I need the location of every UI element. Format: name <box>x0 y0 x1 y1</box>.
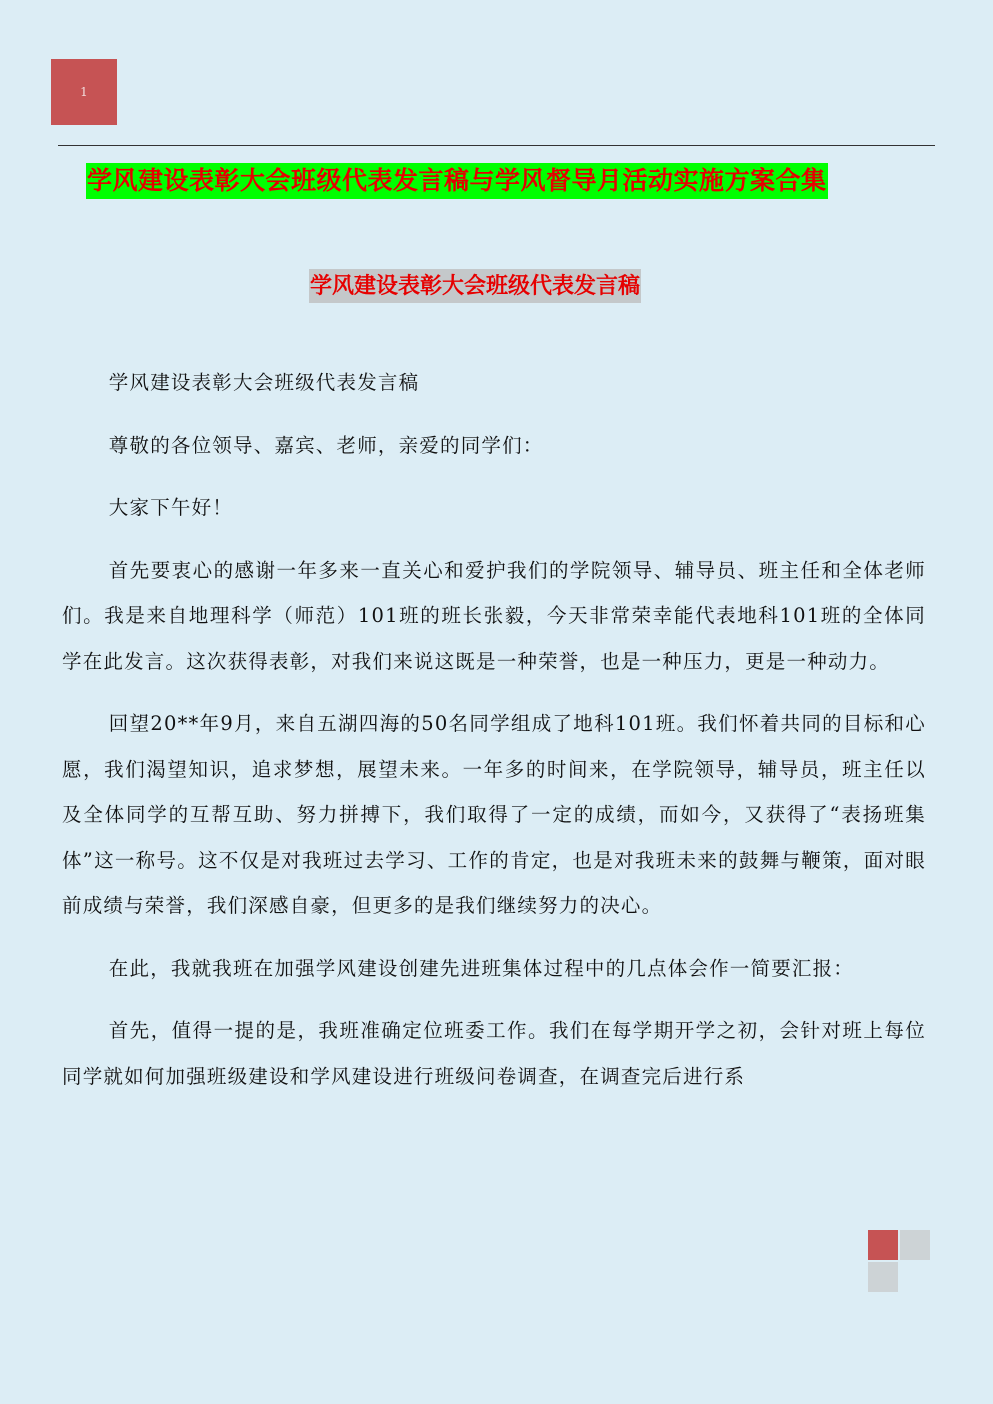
document-body <box>62 360 926 1116</box>
corner-decoration <box>868 1230 932 1292</box>
header-divider <box>58 145 935 146</box>
paragraph: 在此，我就我班在加强学风建设创建先进班集体过程中的几点体会作一简要汇报： <box>108 956 854 980</box>
paragraph: 首先要衷心的感谢一年多来一直关心和爱护我们的学院领导、辅导员、班主任和全体老师们。我是来自地理科学（师范）101班的班长张毅，今天非常荣幸能代表地科101班的全体同学在此发言。这次获得表彰，对我们来说这既是一种荣誉，也是一种压力，更是一种动力。 <box>62 558 926 673</box>
decor-square-red <box>868 1230 898 1260</box>
decor-square-gray <box>868 1262 898 1292</box>
paragraph: 回望20**年9月，来自五湖四海的50名同学组成了地科101班。我们怀着共同的目标和心愿，我们渴望知识，追求梦想，展望未来。一年多的时间来，在学院领导，辅导员，班主任以及全体同学的互帮互助、努力拼搏下，我们取得了一定的成绩，而如今，又获得了“表扬班集体”这一称号。这不仅是对我班过去学习、工作的肯定，也是对我班未来的鼓舞与鞭策，面对眼前成绩与荣誉，我们深感自豪，但更多的是我们继续努力的决心。 <box>62 712 926 917</box>
document-title: 学风建设表彰大会班级代表发言稿与学风督导月活动实施方案合集 <box>86 163 828 199</box>
paragraph: 学风建设表彰大会班级代表发言稿 <box>108 371 420 394</box>
paragraph: 尊敬的各位领导、嘉宾、老师，亲爱的同学们： <box>108 433 544 457</box>
paragraph: 大家下午好！ <box>108 496 233 519</box>
section-title: 学风建设表彰大会班级代表发言稿 <box>309 269 641 303</box>
paragraph: 首先，值得一提的是，我班准确定位班委工作。我们在每学期开学之初，会针对班上每位同学就如何加强班级建设和学风建设进行班级问卷调查，在调查完后进行系 <box>62 1019 926 1088</box>
page-number-badge: 1 <box>51 59 117 125</box>
decor-square-gray <box>900 1230 930 1260</box>
